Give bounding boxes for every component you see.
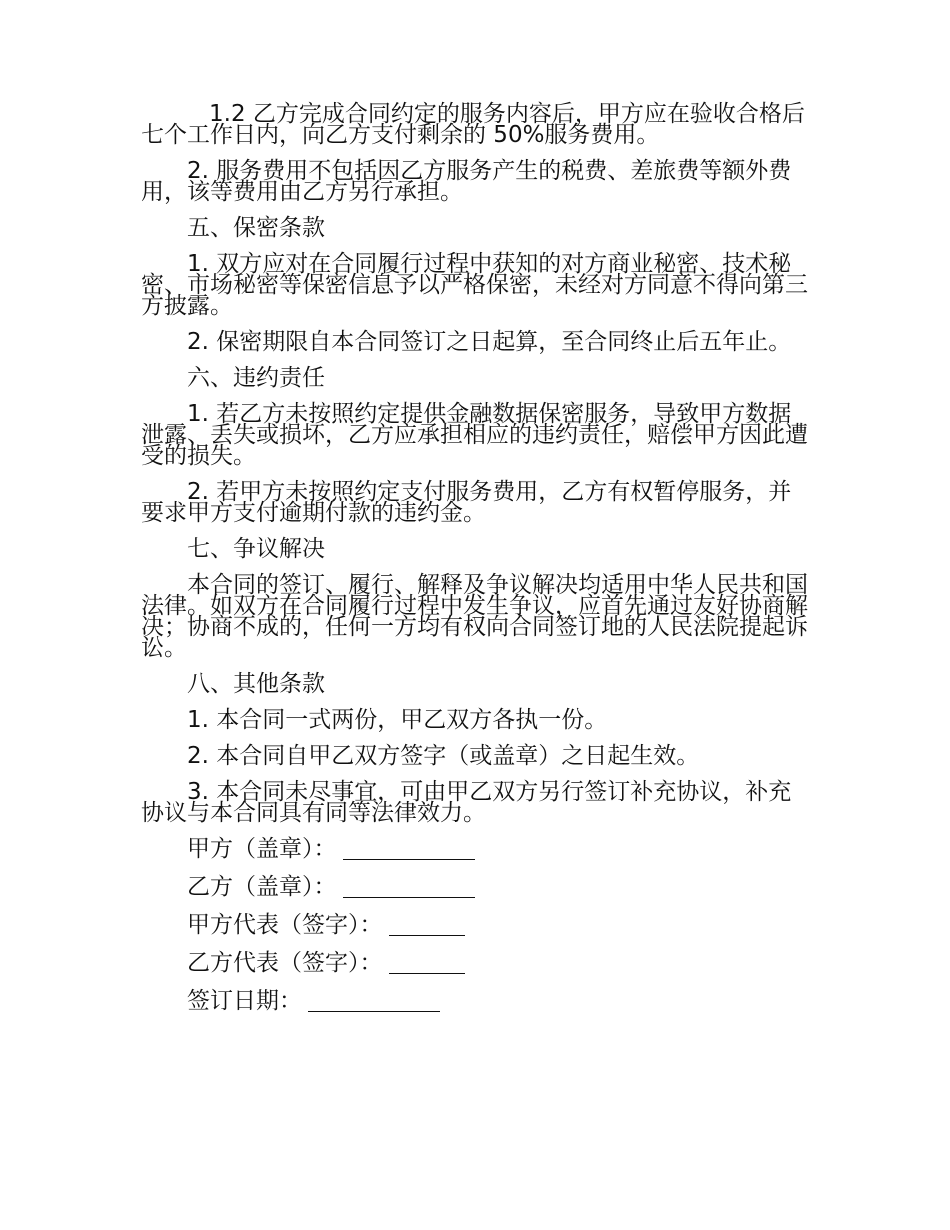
clause-other-3: 3. 本合同未尽事宜，可由甲乙双方另行签订补充协议，补充协议与本合同具有同等法律效力。 [141, 779, 792, 826]
section-heading-other: 八、其他条款 [187, 671, 325, 697]
signature-label: 乙方（盖章）： [187, 874, 337, 900]
signature-blank-line[interactable] [343, 841, 475, 860]
signature-party-a-representative [141, 912, 813, 938]
signature-blank-line[interactable] [389, 955, 465, 974]
section-heading-liability: 六、违约责任 [187, 365, 325, 391]
signature-party-a-seal [141, 836, 813, 862]
signature-label: 甲方代表（签字）： [187, 912, 383, 938]
contract-page [141, 101, 813, 1029]
signature-label: 签订日期： [187, 988, 302, 1014]
clause-liability-2: 2. 若甲方未按照约定支付服务费用，乙方有权暂停服务，并要求甲方支付逾期付款的违约金。 [141, 479, 792, 526]
signature-blank-line[interactable] [343, 879, 475, 898]
section-heading-confidentiality: 五、保密条款 [187, 215, 325, 241]
clause-confidentiality-2: 2. 保密期限自本合同签订之日起算，至合同终止后五年止。 [187, 329, 792, 355]
signature-date [141, 988, 813, 1014]
clause-1-2: 1.2 乙方完成合同约定的服务内容后，甲方应在验收合格后七个工作日内，向乙方支付剩余的 50%服务费用。 [141, 101, 805, 148]
clause-other-1: 1. 本合同一式两份，甲乙双方各执一份。 [187, 707, 608, 733]
signature-label: 甲方（盖章）： [187, 836, 337, 862]
section-heading-dispute: 七、争议解决 [187, 536, 325, 562]
clause-liability-1: 1. 若乙方未按照约定提供金融数据保密服务，导致甲方数据泄露、丢失或损坏，乙方应承担相应的违约责任，赔偿甲方因此遭受的损失。 [141, 401, 808, 469]
signature-blank-line[interactable] [389, 917, 465, 936]
clause-2: 2. 服务费用不包括因乙方服务产生的税费、差旅费等额外费用，该等费用由乙方另行承担。 [141, 158, 792, 205]
signature-label: 乙方代表（签字）： [187, 950, 383, 976]
signature-party-b-seal [141, 874, 813, 900]
clause-other-2: 2. 本合同自甲乙双方签字（或盖章）之日起生效。 [187, 743, 700, 769]
signature-party-b-representative [141, 950, 813, 976]
clause-dispute: 本合同的签订、履行、解释及争议解决均适用中华人民共和国法律。如双方在合同履行过程中发生争议，应首先通过友好协商解决；协商不成的，任何一方均有权向合同签订地的人民法院提起诉讼。 [141, 572, 808, 661]
clause-confidentiality-1: 1. 双方应对在合同履行过程中获知的对方商业秘密、技术秘密、市场秘密等保密信息予以严格保密，未经对方同意不得向第三方披露。 [141, 251, 808, 319]
signature-blank-line[interactable] [308, 993, 440, 1012]
